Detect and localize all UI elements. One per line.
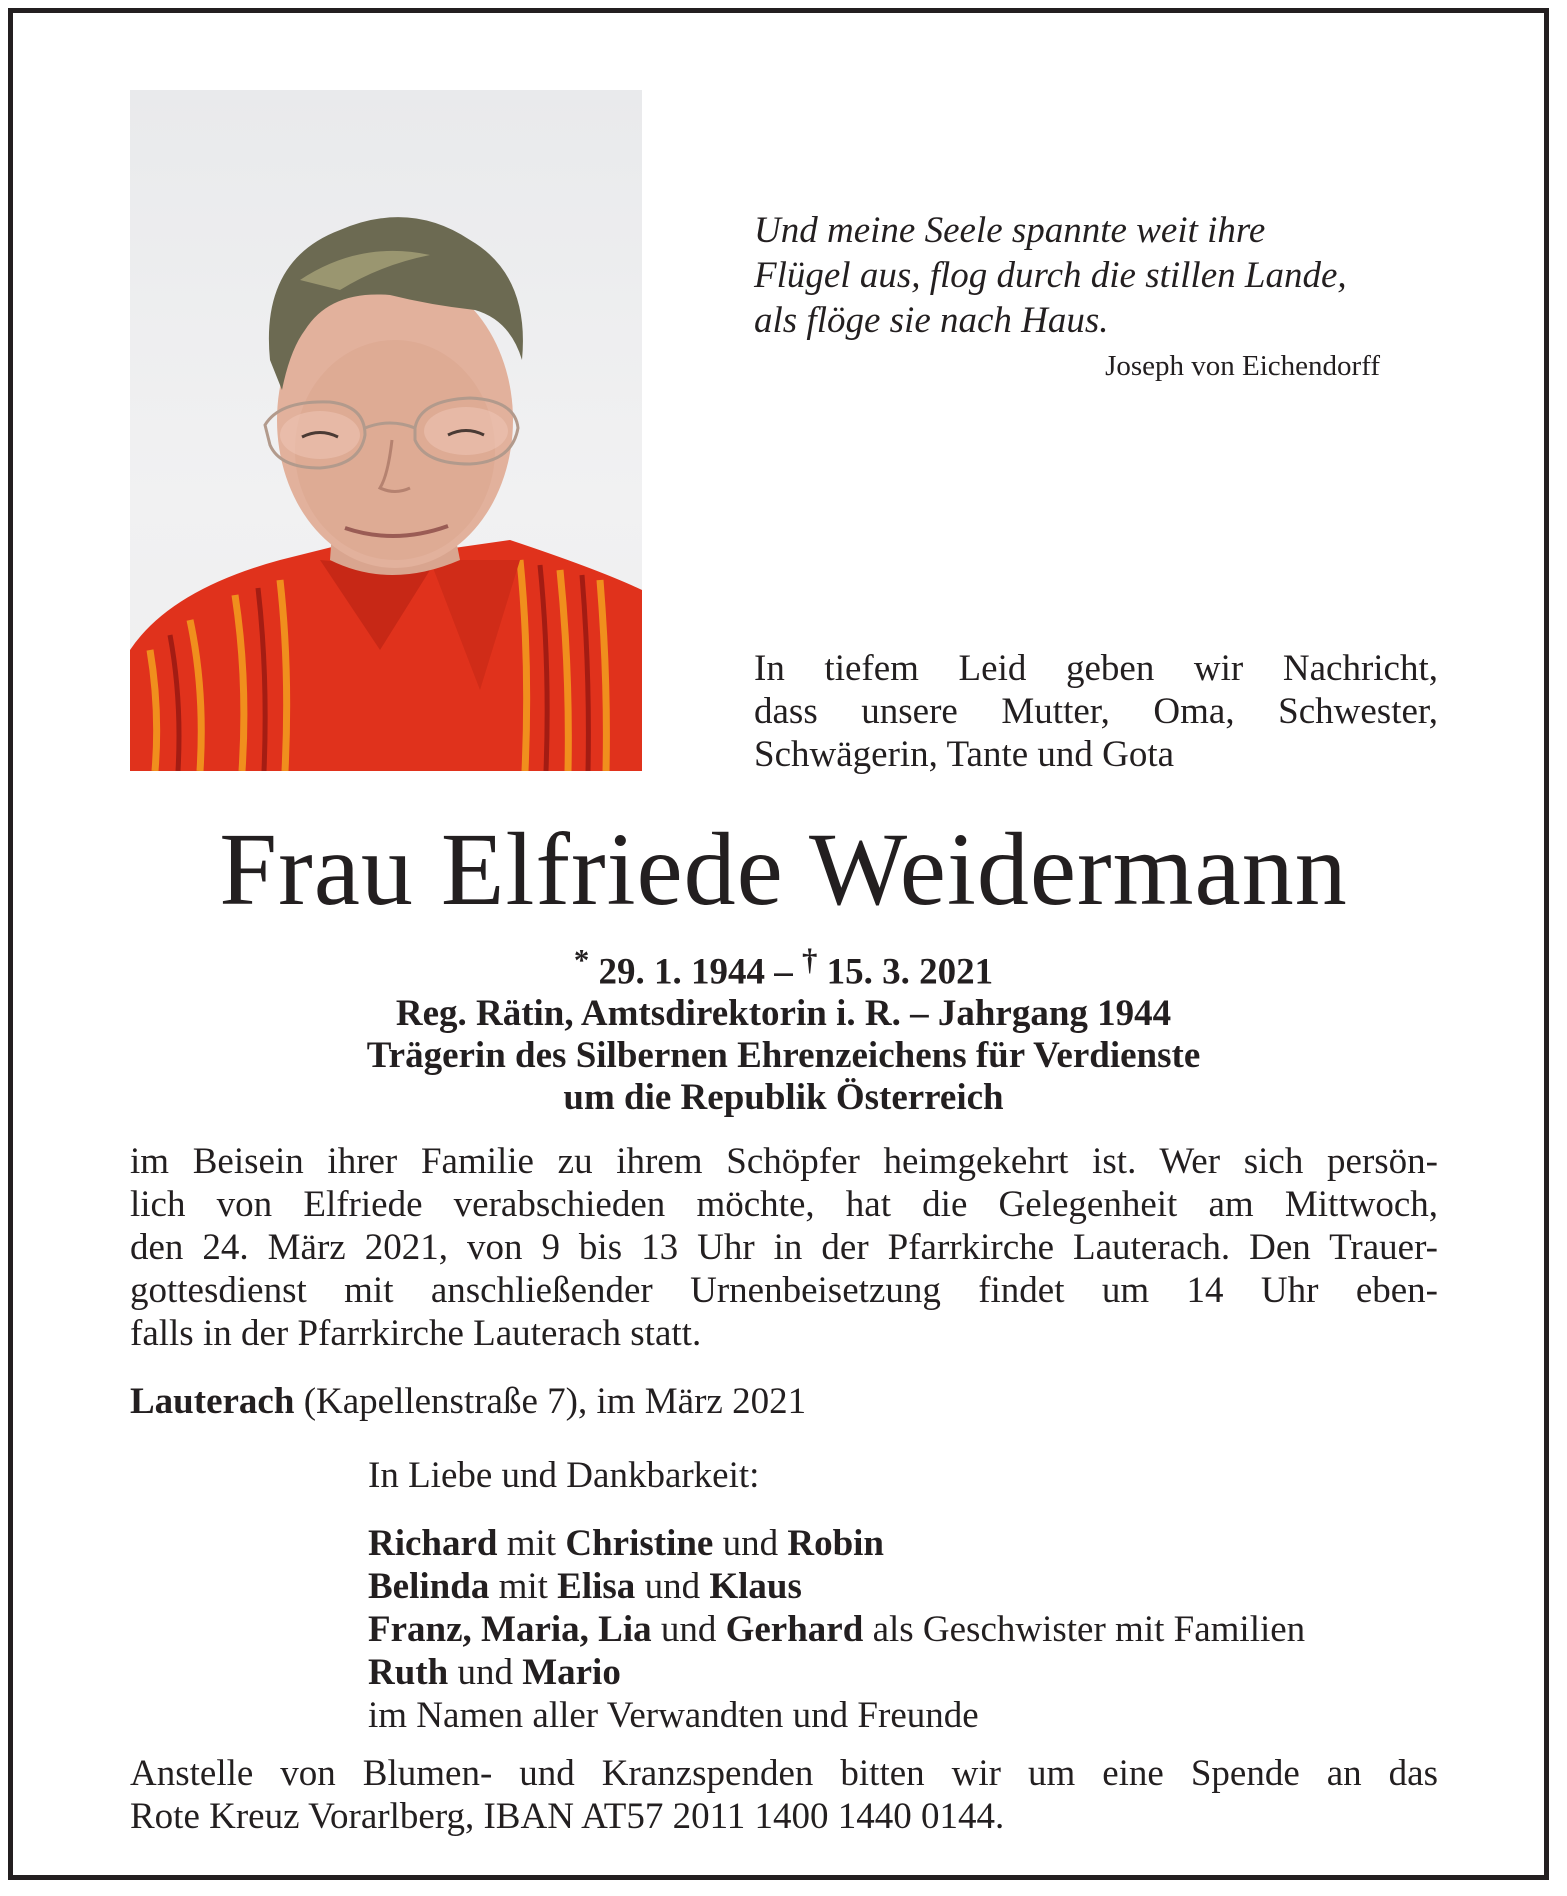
family-connector: und	[448, 1652, 523, 1693]
family-line	[368, 1608, 1468, 1651]
deceased-name: Frau Elfriede Weidermann	[219, 812, 1348, 927]
body-line: im Beisein ihrer Familie zu ihrem Schöpfer heimgekehrt ist. Wer sich persön-	[130, 1141, 1438, 1182]
family-closing: im Namen aller Verwandten und Freunde	[368, 1695, 979, 1736]
family-connector: und	[651, 1609, 726, 1650]
death-date: 15. 3. 2021	[826, 951, 994, 993]
donation-line: Anstelle von Blumen- und Kranzspenden bitten wir um eine Spende an das	[130, 1753, 1438, 1794]
quote-line: als flöge sie nach Haus.	[754, 300, 1109, 341]
family-name: Ruth	[368, 1652, 449, 1693]
body-line: lich von Elfriede verabschieden möchte, hat die Gelegenheit am Mittwoch,	[130, 1184, 1438, 1225]
portrait-illustration	[130, 90, 642, 771]
title-line: Reg. Rätin, Amtsdirektorin i. R. – Jahrgang 1944	[395, 993, 1172, 1035]
family-connector: mit	[489, 1566, 558, 1607]
intro-line: In tiefem Leid geben wir Nachricht,	[754, 648, 1438, 689]
intro-line: dass unsere Mutter, Oma, Schwester,	[754, 691, 1438, 732]
portrait-photo	[130, 90, 642, 771]
quote	[754, 208, 1394, 343]
family-name: Gerhard	[725, 1609, 864, 1650]
family-connector: mit	[497, 1523, 566, 1564]
family-name: Elisa	[557, 1566, 636, 1607]
quote-line: Flügel aus, flog durch die stillen Lande,	[754, 255, 1347, 296]
family-name: Franz, Maria, Lia	[368, 1609, 652, 1650]
date-separator: –	[765, 951, 802, 993]
donation-note	[130, 1752, 1438, 1838]
quote-line: Und meine Seele spannte weit ihre	[754, 210, 1266, 251]
family-signatures	[368, 1454, 1468, 1737]
announcement-body	[130, 1140, 1438, 1355]
place-and-date	[130, 1380, 1438, 1423]
family-name: Richard	[368, 1523, 498, 1564]
intro-text	[754, 647, 1438, 776]
family-connector: und	[713, 1523, 788, 1564]
dates-and-titles	[60, 939, 1507, 1119]
intro-line: Schwägerin, Tante und Gota	[754, 734, 1175, 775]
family-name: Belinda	[368, 1566, 490, 1607]
family-name: Mario	[522, 1652, 621, 1693]
body-line: den 24. März 2021, von 9 bis 13 Uhr in der Pfarrkirche Lauterach. Den Trauer-	[130, 1227, 1438, 1268]
life-dates	[60, 939, 1507, 993]
family-connector: als Geschwister mit Familien	[863, 1609, 1306, 1650]
family-intro: In Liebe und Dankbarkeit:	[368, 1455, 760, 1496]
death-symbol: †	[802, 943, 818, 977]
family-name: Klaus	[709, 1566, 802, 1607]
quote-author: Joseph von Eichendorff	[1105, 350, 1380, 382]
body-line: falls in der Pfarrkirche Lauterach statt.	[130, 1313, 702, 1354]
family-line	[368, 1522, 1468, 1565]
donation-line: Rote Kreuz Vorarlberg, IBAN AT57 2011 1400 1440 0144.	[130, 1796, 1005, 1837]
birth-symbol: *	[573, 943, 590, 977]
birth-date: 29. 1. 1944	[598, 951, 765, 993]
family-name: Christine	[565, 1523, 714, 1564]
place-rest: (Kapellenstraße 7), im März 2021	[294, 1381, 807, 1422]
family-connector: und	[635, 1566, 710, 1607]
family-line	[368, 1651, 1468, 1694]
family-line	[368, 1565, 1468, 1608]
body-line: gottesdienst mit anschließender Urnenbeisetzung findet um 14 Uhr eben-	[130, 1270, 1438, 1311]
place-town: Lauterach	[130, 1381, 295, 1422]
title-line: um die Republik Österreich	[563, 1077, 1004, 1119]
title-line: Trägerin des Silbernen Ehrenzeichens für Verdienste	[366, 1035, 1201, 1077]
family-name: Robin	[787, 1523, 884, 1564]
